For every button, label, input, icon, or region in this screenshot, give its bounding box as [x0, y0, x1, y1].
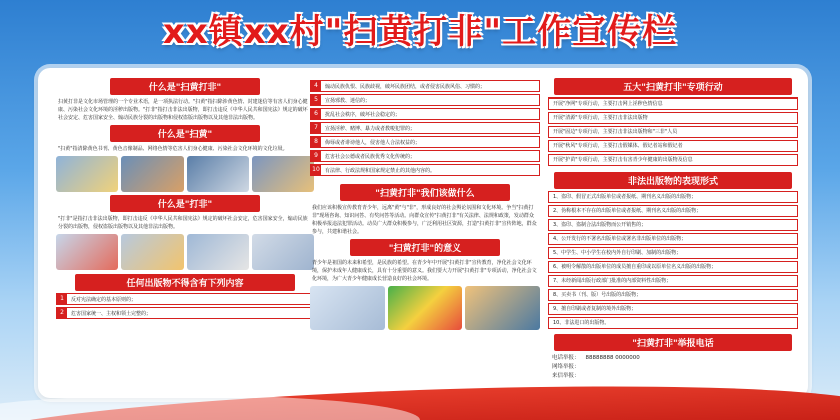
section-header: "扫黄打非"举报电话: [554, 334, 792, 351]
list-item: 8、买卖书（刊、版）号出版的出版物；: [548, 289, 798, 301]
list-item: 8 侮辱或者诽谤他人，侵害他人合法权益的；: [310, 136, 540, 148]
section-text: 青少年是祖国的未来和希望，是民族的希望。在青少年中开展"扫黄打非"宣传教育，净化社会文化环境，保护未成年人健康成长，具有十分重要的意义。我们要大力开展"扫黄打非"专项活动，净化社会文化环境，为广大青少年健康成长营造良好的社会环境。: [312, 260, 537, 282]
contact-web: 网络举报：: [552, 364, 580, 370]
illustration-row: [56, 234, 314, 270]
cartoon-illustration: [310, 286, 385, 330]
list-item: 6、被明令解散的出版单位的成员擅自重印或以原单位名义出版的出版物；: [548, 261, 798, 273]
column-left: [56, 78, 314, 390]
illustration-row: [310, 286, 540, 330]
list-item: 开展"秋风"专项行动，主要打击假媒体、假记者站和假记者: [548, 140, 798, 152]
list-item: 10、非法进口的出版物。: [548, 317, 798, 329]
section-header: 任何出版物不得含有下列内容: [75, 274, 295, 291]
list-item: 9、擅自印刷或者复制的境外出版物；: [548, 303, 798, 315]
page-title: xx镇xx村"扫黄打非"工作宣传栏: [162, 12, 678, 52]
column-middle: [310, 78, 540, 390]
section-header: "扫黄打非"我们该做什么: [340, 184, 510, 201]
cartoon-illustration: [56, 234, 118, 270]
content-board: [38, 68, 808, 398]
list-item: 4、公开发行的不署名出版单位或署名非出版单位的出版物；: [548, 233, 798, 245]
list-item: 开展"清源"专项行动，主要打击非法出版物: [548, 112, 798, 124]
contact-info: [552, 354, 794, 381]
list-item: 5、中学生、中小学生在校内外自行印刷、加制的出版物；: [548, 247, 798, 259]
cartoon-illustration: [187, 156, 249, 192]
section-text: "扫黄"指清除黄色书刊、黄色音像制品、网络色情等危害人们身心健康、污染社会文化环境的文化垃圾。: [58, 146, 288, 152]
section-text: "打非"是指打击非法出版物，即打击违反《中华人民共和国宪法》规定的破坏社会安定，危害国家安全，煽动民族分裂的出版物，侵权盗版出版物以及其他非法出版物。: [58, 216, 308, 230]
section-header: 五大"扫黄打非"专项行动: [554, 78, 792, 95]
section-header: 什么是"扫黄": [110, 125, 260, 142]
list-item: 5 宣扬邪教、迷信的；: [310, 94, 540, 106]
cartoon-illustration: [187, 234, 249, 270]
section-header: "扫黄打非"的意义: [350, 239, 500, 256]
contact-mail: 来信举报：: [552, 373, 580, 379]
list-item: 1、盗印、假冒正式出版单位或者报纸、期刊名义出版的出版物；: [548, 191, 798, 203]
list-item: 开展"护苗"专项行动，主要打击有害青少年健康的出版物及信息: [548, 154, 798, 166]
contact-phone: 电话举报： 88888888 0000000: [552, 355, 640, 361]
cartoon-illustration: [465, 286, 540, 330]
list-item: 9 危害社会公德或者民族优秀文化传统的；: [310, 150, 540, 162]
section-text: 扫黄打非是文化市场管理的一个专业术语，是一项执法行动。"扫黄"指扫除涉黄色情、封建迷信等有害人们身心健康、污染社会文化环境的淫秽出版物。"打非"指打击非法出版物，即打击违反《中华人民共和国宪法》规定的破坏社会安定、危害国家安全、煽动民族分裂的出版物和侵权盗版出版物以及其他非法出版物。: [58, 99, 308, 121]
list-item: 6 扰乱社会秩序，破坏社会稳定的；: [310, 108, 540, 120]
list-item: 7 宣扬淫秽、赌博、暴力或者教唆犯罪的；: [310, 122, 540, 134]
section-header: 什么是"扫黄打非": [110, 78, 260, 95]
cartoon-illustration: [56, 156, 118, 192]
list-item: 7、未经新闻出版行政部门批准的内部资料性出版物；: [548, 275, 798, 287]
section-header: 非法出版物的表现形式: [554, 172, 792, 189]
cartoon-illustration: [388, 286, 463, 330]
section-header: 什么是"打非": [110, 195, 260, 212]
list-item: 4 煽动民族仇恨、民族歧视，破坏民族团结，或者侵害民族风俗、习惯的；: [310, 80, 540, 92]
cartoon-illustration: [252, 234, 314, 270]
list-item: 1 反对宪法确定的基本原则的；: [56, 293, 314, 305]
list-item: 开展"净网"专项行动，主要打击网上淫秽色情信息: [548, 97, 798, 110]
list-item: 3、盗印、盗制合法出版物而公开销售的；: [548, 219, 798, 231]
column-right: [548, 78, 798, 390]
cartoon-illustration: [252, 156, 314, 192]
list-item: 2、伪称根本不存在的出版单位或者报纸、期刊名义出版的出版物；: [548, 205, 798, 217]
illustration-row: [56, 156, 314, 192]
cartoon-illustration: [121, 234, 183, 270]
list-item: 开展"固边"专项行动，主要打击非法出版物和"三非"人员: [548, 126, 798, 138]
cartoon-illustration: [121, 156, 183, 192]
list-item: 2 危害国家统一、主权和领土完整的；: [56, 307, 314, 319]
section-text: 我们应该积极宣传教育青少年，远离"黄"与"非"，形成良好的社会舆论氛围和文化环境。争当"扫黄打非"现场咨询、知识问答、有奖问答等活动。向群众宣传"扫黄打非"有关法律、法规和政策，发动群众积极举报违法犯罪活动。动员广大群众积极参与，广泛利用社区资源，打造"扫黄打非"宣传阵地，群众参与，共建和谐社会。: [312, 205, 537, 235]
list-item: 10 有法律、行政法规和国家规定禁止的其他内容的。: [310, 164, 540, 176]
